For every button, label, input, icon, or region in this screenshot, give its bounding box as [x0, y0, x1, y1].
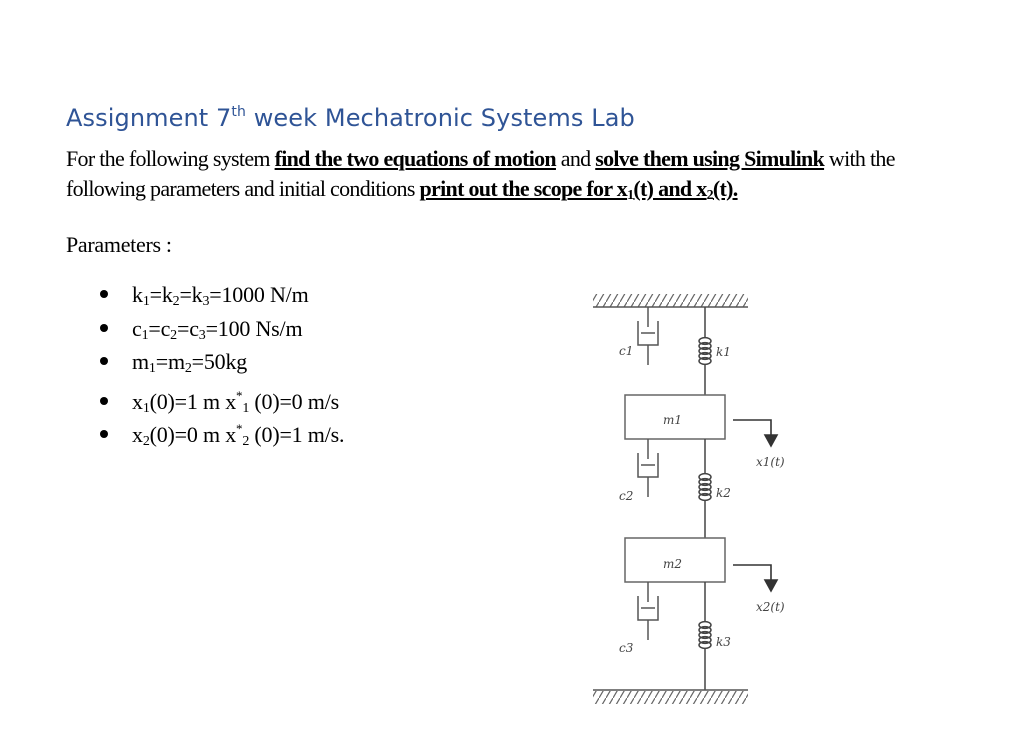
spring-k2 — [699, 474, 711, 501]
spring-k1 — [699, 338, 711, 365]
label-x2: x2(t) — [756, 600, 785, 614]
bullet-icon — [100, 397, 108, 405]
bullet-icon — [100, 430, 108, 438]
list-item-spring-constants: k1=k2=k3=1000 N/m — [100, 280, 344, 314]
list-item-initial-x2: x2(0)=0 m x*2 (0)=1 m/s. — [100, 414, 344, 448]
parameter-list — [100, 280, 344, 448]
list-item-initial-x1: x1(0)=1 m x*1 (0)=0 m/s — [100, 381, 344, 415]
label-k2: k2 — [716, 486, 731, 500]
arrow-x2-icon — [733, 565, 777, 591]
assignment-title: Assignment 7th week Mechatronic Systems Lab — [66, 104, 635, 132]
bullet-icon — [100, 290, 108, 298]
label-x1: x1(t) — [756, 455, 785, 469]
top-ground-hatch — [593, 294, 748, 307]
damper-c3 — [638, 582, 658, 640]
list-item-masses: m1=m2=50kg — [100, 347, 344, 381]
label-c2: c2 — [619, 489, 634, 503]
bullet-icon — [100, 357, 108, 365]
label-c1: c1 — [619, 344, 634, 358]
parameters-label: Parameters : — [66, 232, 172, 257]
bullet-icon — [100, 324, 108, 332]
label-m2: m2 — [663, 557, 683, 571]
label-c3: c3 — [619, 641, 634, 655]
damper-c2 — [638, 439, 658, 497]
label-k1: k1 — [716, 345, 731, 359]
damper-c1 — [638, 307, 658, 365]
arrow-x1-icon — [733, 420, 777, 446]
spring-k3 — [699, 622, 711, 649]
instructions-paragraph: For the following system find the two equations of motion and solve them using Simulink with the following parameters and initial conditions print out the scope for x1(t) and x2(t). — [66, 146, 895, 203]
bottom-ground-hatch — [593, 691, 748, 704]
label-k3: k3 — [716, 635, 731, 649]
mass-spring-damper-diagram — [585, 290, 785, 720]
list-item-damping-constants: c1=c2=c3=100 Ns/m — [100, 314, 344, 348]
label-m1: m1 — [663, 413, 683, 427]
